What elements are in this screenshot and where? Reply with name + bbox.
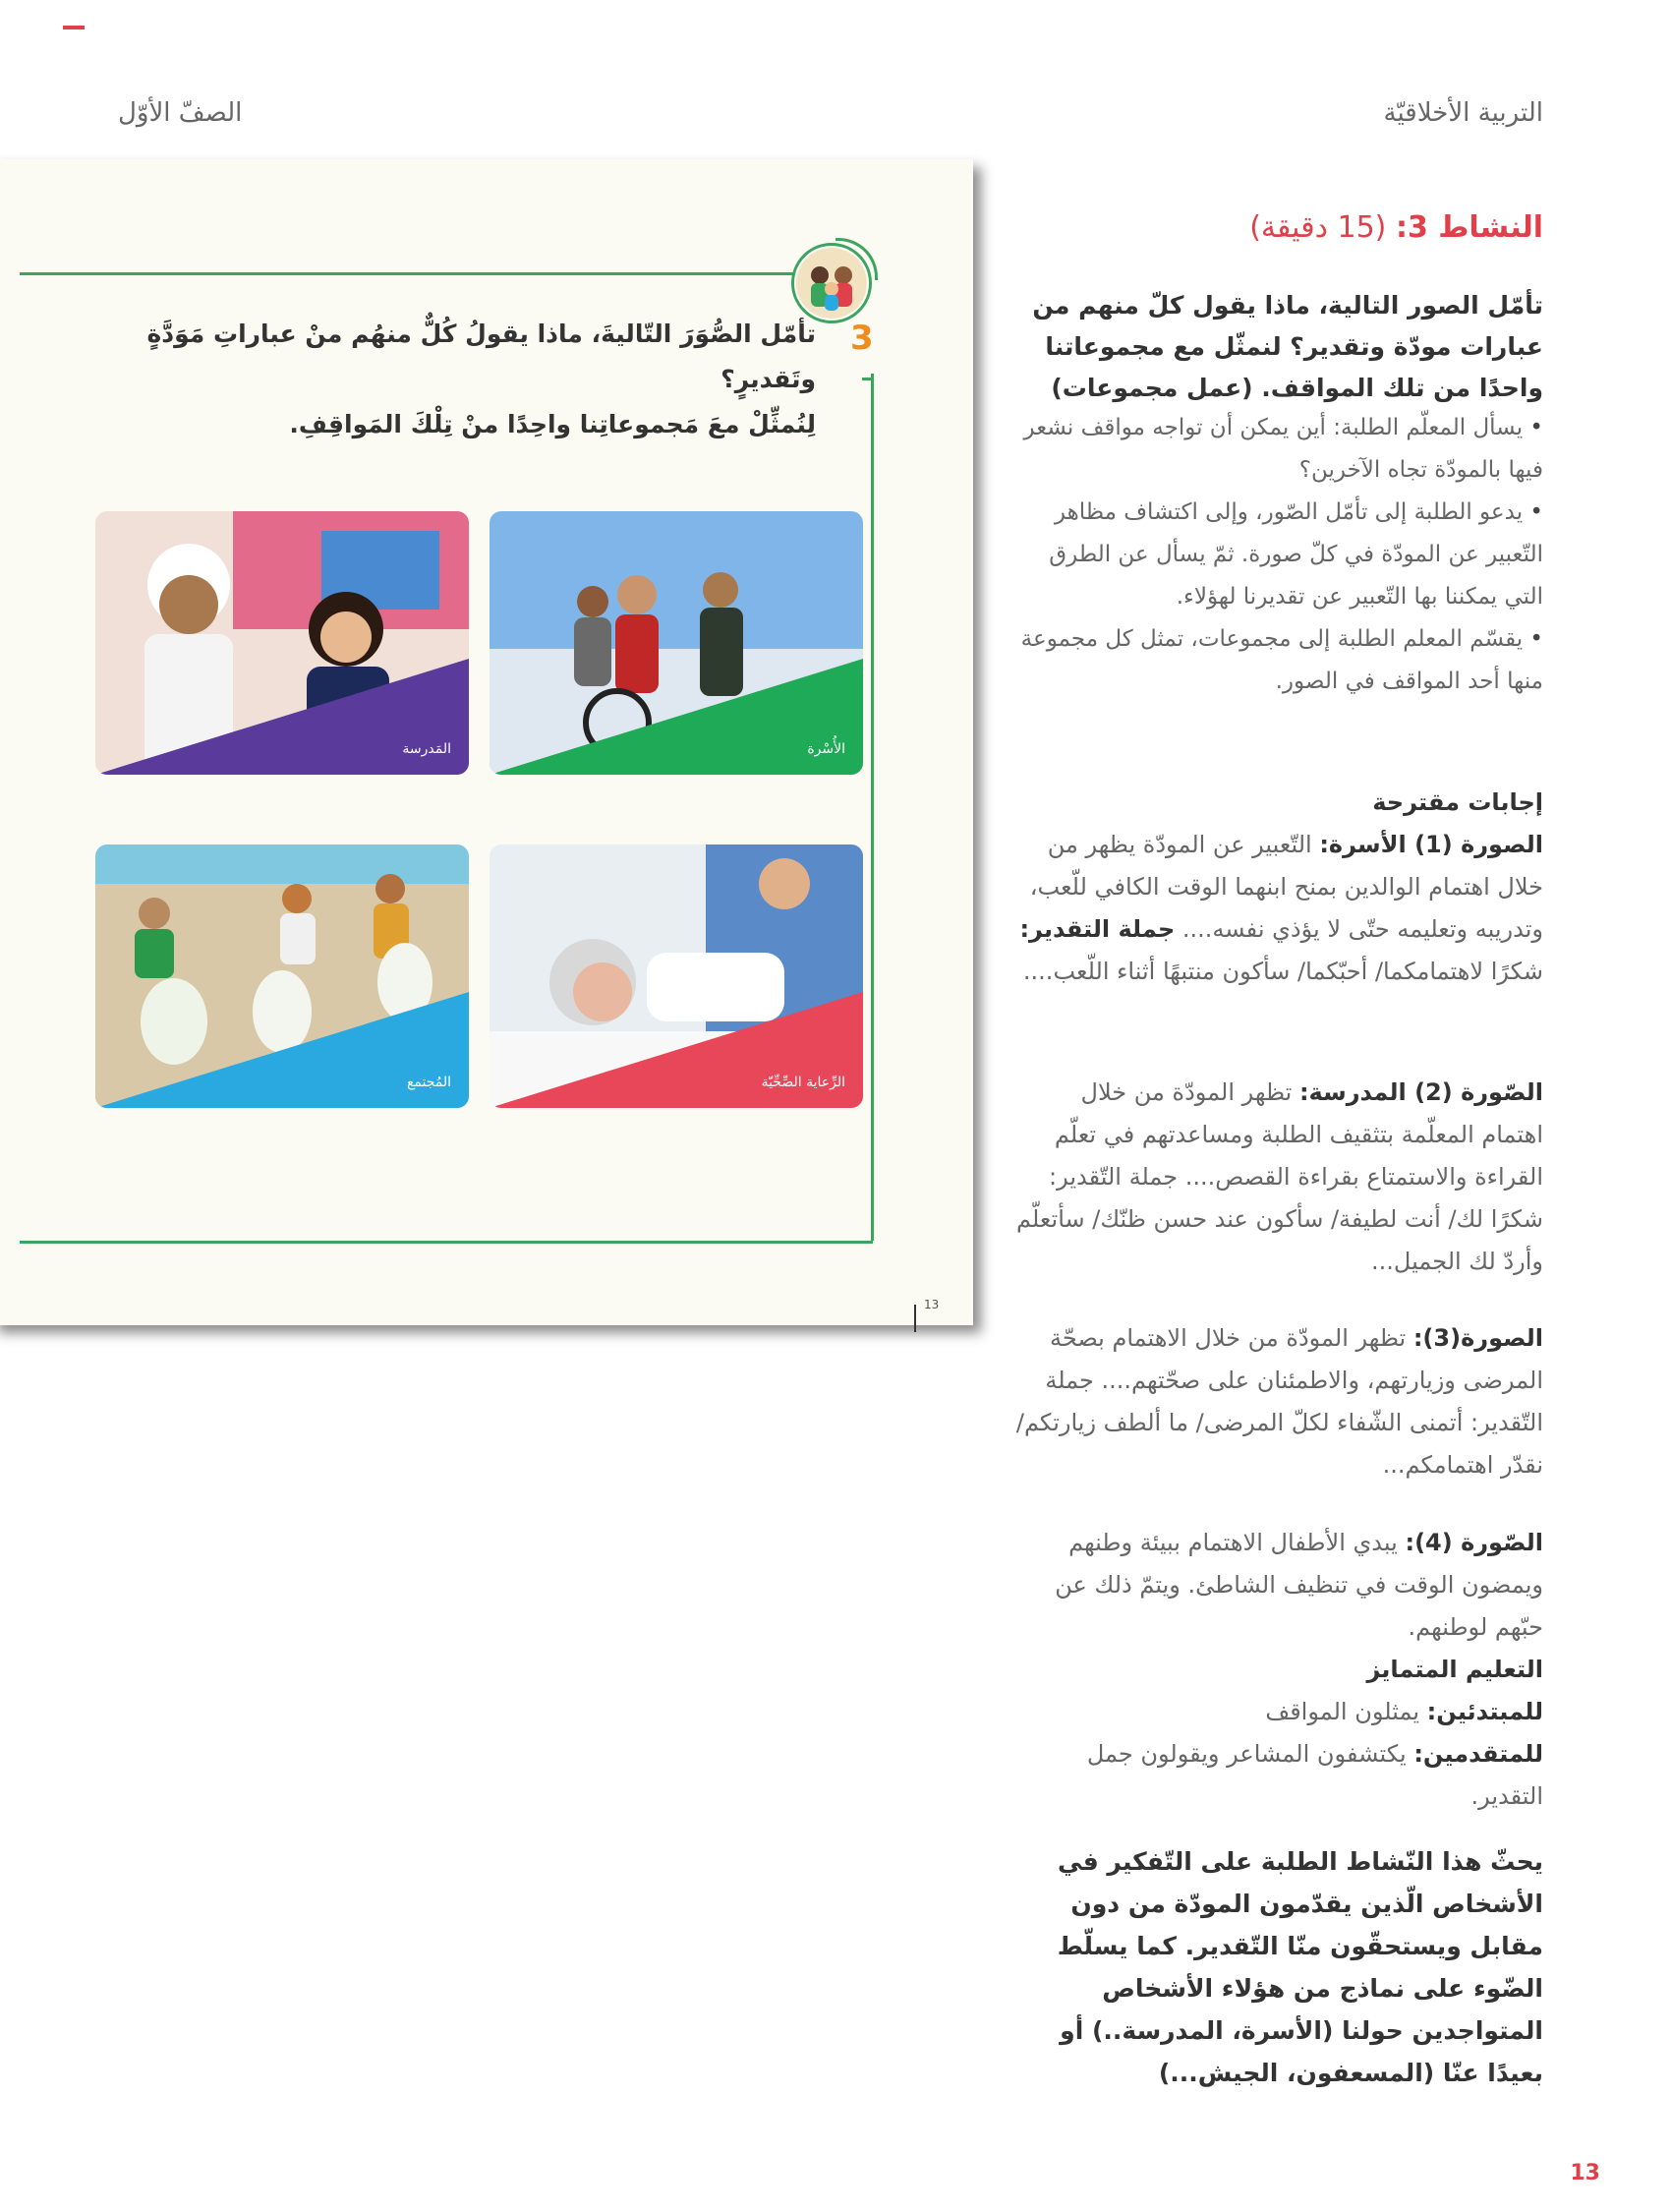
book-page-number: 13 bbox=[924, 1298, 940, 1311]
photo-community bbox=[95, 844, 469, 1108]
activity-time: (15 دقيقة) bbox=[1249, 210, 1387, 245]
step-item: • يسأل المعلّم الطلبة: أين يمكن أن تواجه مواقف نشعر فيها بالمودّة تجاه الآخرين؟ bbox=[1012, 407, 1543, 492]
answer-3-label: الصورة(3): bbox=[1412, 1324, 1543, 1352]
answer-2-label: الصّورة (2) المدرسة: bbox=[1298, 1078, 1543, 1106]
question-line-2: لِنُمثِّلْ معَ مَجموعاتِنا واحِدًا منْ تِلْكَ المَواقِفِ. bbox=[289, 410, 816, 438]
teacher-steps bbox=[1012, 407, 1543, 703]
frame-tick bbox=[862, 378, 874, 380]
photo-school bbox=[95, 511, 469, 775]
header-subject: التربية الأخلاقيّة bbox=[1383, 98, 1543, 128]
frame-line-bottom bbox=[20, 1241, 873, 1244]
student-book-page bbox=[0, 159, 973, 1325]
answer-1-text: التّعبير عن المودّة يظهر من خلال اهتمام الوالدين بمنح ابنهما الوقت الكافي للّعب، وتدريبه وتعليمه حتّى لا يؤذي نفسه.... bbox=[1029, 831, 1543, 943]
closing-note: يحثّ هذا النّشاط الطلبة على التّفكير في الأشخاص الّذين يقدّمون المودّة من دون مقابل ويستحقّون منّا التّقدير. كما يسلّط الضّوء على نماذج من هؤلاء الأشخاص المتواجدين حولنا (الأسرة، المدرسة..) أو بعيدًا عنّا (المسعفون، الجيش...) bbox=[1057, 1847, 1543, 2087]
advanced-text: يكتشفون المشاعر ويقولون جمل التقدير. bbox=[1086, 1740, 1543, 1810]
suggested-answers-title: إجابات مقترحة bbox=[1372, 788, 1543, 816]
frame-line-top bbox=[20, 272, 806, 275]
answer-3-text: تظهر المودّة من خلال الاهتمام بصحّة المرضى وزيارتهم، والاطمئنان على صحّتهم.... جملة التّقدير: أتمنى الشّفاء لكلّ المرضى/ ما ألطف زيارتكم/ نقدّر اهتمامكم... bbox=[1015, 1324, 1543, 1479]
photo-family bbox=[490, 511, 863, 775]
book-page-number-bar bbox=[914, 1305, 916, 1332]
question-line-1: تأمّل الصُّوَرَ التّاليةَ، ماذا يقولُ كُلٌّ منهُم منْ عباراتِ مَوَدَّةٍ وتَقديرٍ؟ bbox=[146, 320, 816, 393]
answer-2-text: تظهر المودّة من خلال اهتمام المعلّمة بتثقيف الطلبة ومساعدتهم في تعلّم القراءة والاستمتاع بقراءة القصص.... جملة التّقدير: شكرًا لك/ أنت لطيفة/ سأكون عند حسن ظنّك/ سأتعلّم وأردّ لك الجميل... bbox=[1016, 1078, 1543, 1275]
activity-label: النشاط 3: bbox=[1395, 210, 1543, 245]
answer-4-label: الصّورة (4): bbox=[1405, 1529, 1543, 1556]
activity-title bbox=[1249, 210, 1543, 245]
answer-4 bbox=[1012, 1522, 1543, 1818]
advanced-label: للمتقدمين: bbox=[1413, 1740, 1543, 1768]
photo-caption-family: الأُسْرة bbox=[807, 741, 845, 757]
activity-question bbox=[69, 312, 816, 447]
step-item: • يدعو الطلبة إلى تأمّل الصّور، وإلى اكتشاف مظاهر التّعبير عن المودّة في كلّ صورة. ثمّ يسأل عن الطرق التي يمكننا بها التّعبير عن تقديرنا لهؤلاء. bbox=[1012, 492, 1543, 618]
activity-lead: تأمّل الصور التالية، ماذا يقول كلّ منهم من عبارات مودّة وتقدير؟ لنمثّل مع مجموعاتنا واحدًا من تلك المواقف. (عمل مجموعات) bbox=[1032, 291, 1543, 402]
suggested-answers bbox=[1012, 782, 1543, 993]
photo-caption-community: المُجتمع bbox=[406, 1075, 451, 1090]
answer-2 bbox=[1012, 1072, 1543, 1283]
step-item: • يقسّم المعلم الطلبة إلى مجموعات، تمثل كل مجموعة منها أحد المواقف في الصور. bbox=[1012, 618, 1543, 703]
answer-1 bbox=[1012, 824, 1543, 993]
answer-1-label: الصورة (1) الأسرة: bbox=[1319, 831, 1543, 858]
activity-number: 3 bbox=[850, 319, 874, 358]
beginners-text: يمثلون المواقف bbox=[1265, 1698, 1419, 1725]
answer-1-appreciation-text: شكرًا لاهتمامكما/ أحبّكما/ سأكون منتبهًا أثناء اللّعب.... bbox=[1022, 958, 1543, 985]
beginners-label: للمبتدئين: bbox=[1426, 1698, 1543, 1725]
frame-line-right bbox=[871, 374, 874, 1241]
answer-4-text: يبدي الأطفال الاهتمام ببيئة وطنهم ويمضون الوقت في تنظيف الشاطئ. ويتمّ ذلك عن حبّهم لوطنهم. bbox=[1055, 1529, 1543, 1641]
top-accent-mark bbox=[63, 26, 85, 29]
page-number: 13 bbox=[1570, 2161, 1600, 2185]
header-grade: الصفّ الأوّل bbox=[118, 98, 243, 128]
photo-healthcare bbox=[490, 844, 863, 1108]
photo-caption-school: المَدرسة bbox=[402, 741, 451, 757]
photo-caption-healthcare: الرِّعاية الصِّحِّيّة bbox=[761, 1075, 845, 1090]
answer-1-appreciation-label: جملة التقدير: bbox=[1019, 915, 1176, 943]
differentiated-title: التعليم المتمايز bbox=[1366, 1656, 1543, 1683]
answer-3 bbox=[1012, 1317, 1543, 1486]
